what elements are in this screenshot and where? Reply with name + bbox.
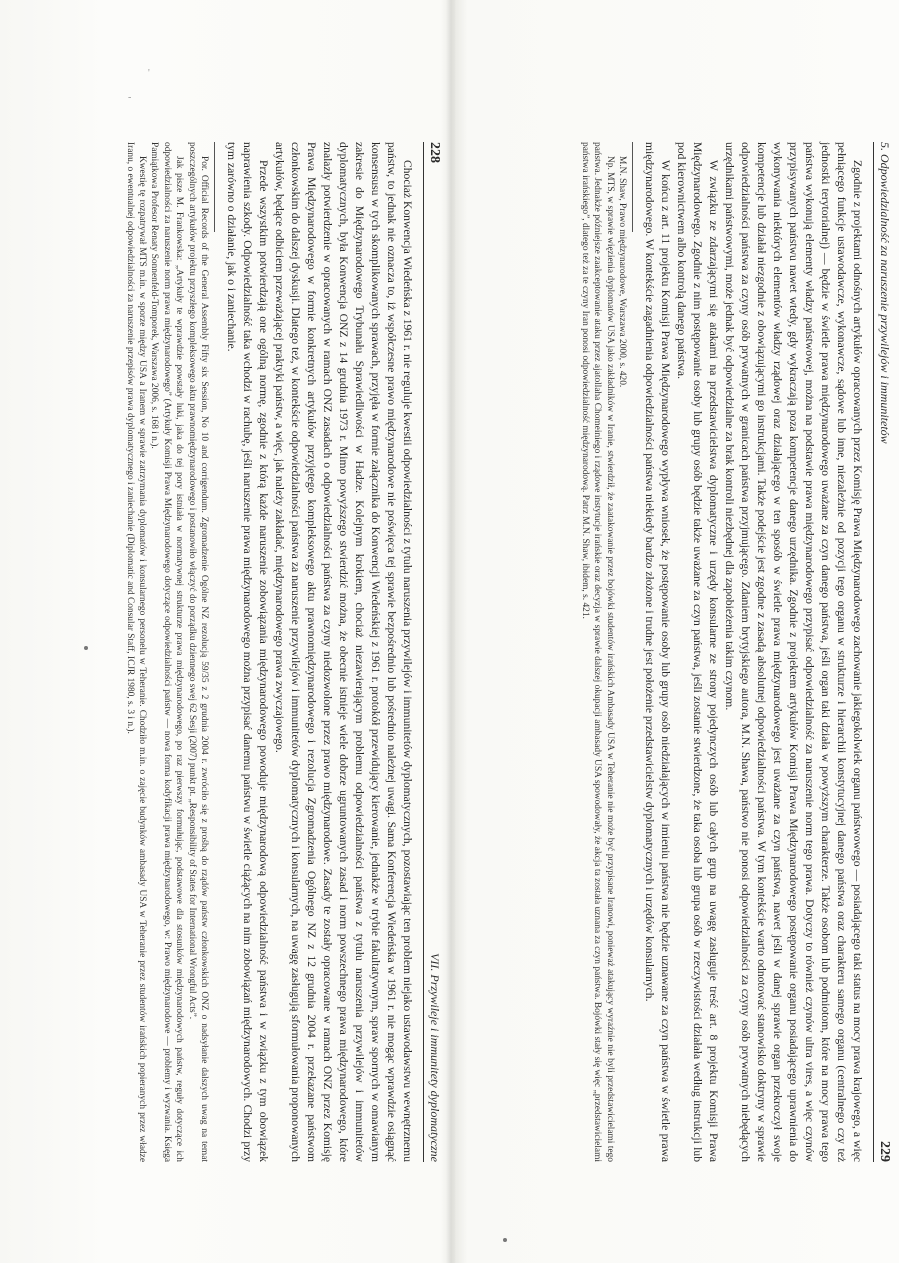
- scan-tick-mark: ': [148, 68, 150, 79]
- right-page: [579, 142, 892, 1162]
- footnote: Por. Official Records of the General Assembly Fifty six Session, No 10 and corrigendum. Zgromadzenie Ogólne NZ rezolucją 59/35 z 2 grudnia 2004 r. zwróciło się z prośbą do rządów państw członkowskich ONZ o nadsyłanie dalszych uwag na temat poszczególnych artykułów projektu przyszłego kompleksowego aktu prawnomiędzynarodowego i postanowiło włączyć do porządku dziennego swej 62 Sesji (2007) punkt pt. „Responsibility of States for International Wrongful Acts”.: [186, 142, 209, 1162]
- right-running-head: 5. Odpowiedzialność za naruszenie przywilejów i immunitetów: [878, 142, 892, 444]
- right-paragraph: Zgodnie z projektami odnośnych artykułów opracowanych przez Komisję Prawa Międzynarodowego zachowanie jakiegokolwiek organu państwowego — posiadającego taki status na mocy prawa krajowego, a więc pełniącego funkcje ustawodawcze, wykonawcze, sądowe lub inne, niezależnie od pozycji tego organu w strukturze i hierarchii konstytucyjnej danego państwa oraz charakteru samego organu (centralnego czy też jednostki terytorialnej) — będzie w świetle prawa międzynarodowego uważane za czyn danego państwa, jeśli organ taki działa w powyższym charakterze. Także osobom lub podmiotom, które na mocy prawa tego państwa wykonują elementy władzy państwowej, można na podstawie prawa międzynarodowego przypisać odpowiedzialność za naruszenie norm tego prawa. Dotyczy to również czynów ultra vires, a więc czynów przypisywanych państwu nawet wtedy, gdy wykraczają poza kompetencje danego urzędnika. Zgodnie z projektem artykułów Komisji Prawa Międzynarodowego postępowanie organu posiadającego uprawnienia do wykonywania niektórych elementów władzy rządowej oraz działającego w ten sposób w świetle prawa międzynarodowego jest uważane za czyn państwa, nawet jeśli w danej sprawie organ przekroczył swoje kompetencje lub działał niezgodnie z obowiązującymi go instrukcjami. Także podejście jest zgodne z zasadą absolutnej odpowiedzialności państwa. W tym kontekście warto odnotować stanowisko doktryny w sprawie odpowiedzialności państwa za czyny osób prywatnych w granicach państwa przyjmującego. Zdaniem brytyjskiego autora, M.N. Shawa, państwo nie ponosi odpowiedzialności za czyny osób prywatnych niebędących urzędnikami państwowymi, może jednak być odpowiedzialne za brak kontroli niezbędnej dla zapobieżenia takim czynom.: [723, 142, 864, 1162]
- right-paragraph: W związku ze zdarzającymi się atakami na przedstawicielstwa dyplomatyczne i urzędy konsularne ze strony pojedynczych osób lub całych grup na uwagę zasługuje treść art. 8 projektu Komisji Prawa Międzynarodowego. Zgodnie z nim postępowanie osoby lub grupy osób będzie także uważane za czyn państwa, jeśli zostanie stwierdzone, że taka osoba lub grupa osób w rzeczywistości działała według instrukcji lub pod kierownictwem albo kontrolą danego państwa.: [675, 142, 720, 1162]
- right-page-body: [641, 142, 865, 1162]
- left-running-head: VII. Przywileje i immunitety dyplomatyczne: [428, 953, 442, 1162]
- book-gutter: [446, 0, 456, 1263]
- right-page-header: [873, 142, 892, 1162]
- scan-dash-mark: -: [128, 92, 132, 103]
- footnote: M.N. Shaw, Prawo międzynarodowe, Warszawa 2000, s. 420.: [617, 156, 627, 388]
- left-paragraph: Chociaż Konwencja Wiedeńska z 1961 r. nie reguluje kwestii odpowiedzialności z tytułu naruszenia przywilejów i immunitetów dyplomatycznych, pozostawiając ten problem niejako ustawodawstwu wewnętrznemu państw, to jednak nie oznacza to, iż współczesne prawo międzynarodowe nie poświęca tej sprawie bezpośrednio lub pośrednio należnej uwagi. Sama Konferencja Wiedeńska w 1961 r. nie mogąc wprawdzie osiągnąć konsensusu w tych skomplikowanych sprawach, przyjęła w formie załącznika do Konwencji Wiedeńskiej z 1961 r. protokół przewidujący kierowanie, jednakże w trybie fakultatywnym, spraw spornych w omawianym zakresie do Międzynarodowego Trybunału Sprawiedliwości w Hadze. Kolejnym krokiem, chociaż niezawierającym problemu odpowiedzialności państwa z tytułu naruszenia przywilejów i immunitetów dyplomatycznych, była Konwencja ONZ z 14 grudnia 1973 r. Mimo powyższego stwierdzić można, że obecnie istnieje wiele dobrze ugruntowanych zasad i norm powszechnego prawa międzynarodowego, które znalazły potwierdzenie w opracowanych w ramach ONZ zasadach o odpowiedzialności państwa za czyny niedozwolone przez prawo międzynarodowe. Zasady te zostały opracowane w ramach ONZ przez Komisję Prawa Międzynarodowego w formie konkretnych artykułów przyjętego kompleksowego aktu prawnomiędzynarodowego i rezolucja Zgromadzenia Ogólnego NZ z 12 grudnia 2004 r. przekazane państwom członkowskim do dalszej dyskusji. Dlatego też, w kontekście odpowiedzialności państwa za naruszenie przywilejów i immunitetów dyplomatycznych i konsularnych, na uwagę zasługują sformułowania proponowanych artykułów, będące odbiciem przeważającej praktyki państw, a więc, jak należy zakładać, międzynarodowego prawa zwyczajowego.: [273, 142, 414, 1162]
- footnote: Kwestię tę rozpatrywał MTS m.in. w sporze między USA a Iranem w sprawie zatrzymania dyplomatów i konsularnego personelu w Teheranie. Chodziło m.in. o zajęcie budynków ambasady USA w Teheranie przez studentów irańskich popieranych przez władze Iranu, o ewentualnej odpowiedzialności za naruszenie przepisów prawa dyplomatycznego i zaniechanie (Diplomatic and Consular Staff, ICJR 1980, s. 3 i n.).: [124, 142, 147, 1162]
- right-page-number: 229: [877, 1141, 892, 1162]
- left-paragraph: Przede wszystkim potwierdzają one ogólną normę, zgodnie z którą każde naruszenie zobowiązania międzynarodowego powoduje międzynarodową odpowiedzialność państwa i w związku z tym obowiązek naprawienia szkody. Odpowiedzialność taka wchodzi w rachubę, jeśli naruszenie prawa międzynarodowego można przypisać danemu państwu w świetle ciążących na nim zobowiązań międzynarodowych. Chodzi przy tym zarówno o działanie, jak o i zaniechanie.: [225, 142, 270, 1162]
- left-footnotes: [123, 142, 210, 1162]
- footnote: Jak pisze M. Frankowska: „Artykuły te wprawdzie powstały luki, jaka do tej pory istniała w normatywnej strukturze prawa międzynarodowego, po raz pierwszy formułując, podstawowe dla stosunków międzynarodowych państw, reguły dotyczące ich odpowiedzialności za naruszenie norm prawa międzynarodowego” (Artykuły Komisji Prawa Międzynarodowego dotyczące odpowiedzialności państw — nowa forma kodyfikacji prawa międzynarodowego, w: Prawo międzynarodowe — problemy i wyzwania. Księga Pamiątkowa Profesor Renaty Sonnenfeld-Tomporek, Warszawa 2006, s. 168 i n.).: [149, 142, 185, 1162]
- right-paragraph: W końcu z art. 11 projektu Komisji Prawa Międzynarodowego wypływa wniosek, że postępowanie osoby lub grupy osób niedziałających w imieniu państwa nie będzie uznawane za czyn państwa w świetle prawa międzynarodowego. W kontekście zagadnienia odpowiedzialności państwa niekiedy bardzo złożone i trudne jest położenie przedstawicielstw dyplomatycznych i urzędów konsularnych.: [643, 142, 672, 1162]
- left-page-number: 228: [427, 142, 442, 163]
- footnote-rule: [632, 142, 633, 232]
- left-page-body: [223, 142, 415, 1162]
- left-page: [124, 142, 442, 1162]
- footnote-rule: [214, 142, 215, 232]
- right-footnotes: [578, 142, 628, 1162]
- scan-speck: [503, 1238, 507, 1242]
- footnote: Np. MTS, w sprawie więzienia dyplomatów USA jako zakładników w Iranie, stwierdził, że zaatakowanie przez bojówki studentów irańskich Ambasady USA w Teheranie nie może być przypisane Iranowi, ponieważ atakujący wyraźnie nie byli przedstawicielami tego państwa. Jednakże późniejsze zaakceptowanie ataku przez ajatollaha Chomeiniego i rządowe instytucje irańskie oraz decyzja w sprawie dalszej okupacji ambasady USA spowodowały, że akcja ta została uznana za czyn państwa. Bojówki stały się więc „przedstawicielami państwa irańskiego”, dlatego też za te czyny Iran ponosi odpowiedzialność międzynarodową. Patrz M.N. Shaw, ibidem, s. 421.: [579, 142, 615, 1162]
- scan-speck: [84, 646, 88, 650]
- left-page-header: [423, 142, 442, 1162]
